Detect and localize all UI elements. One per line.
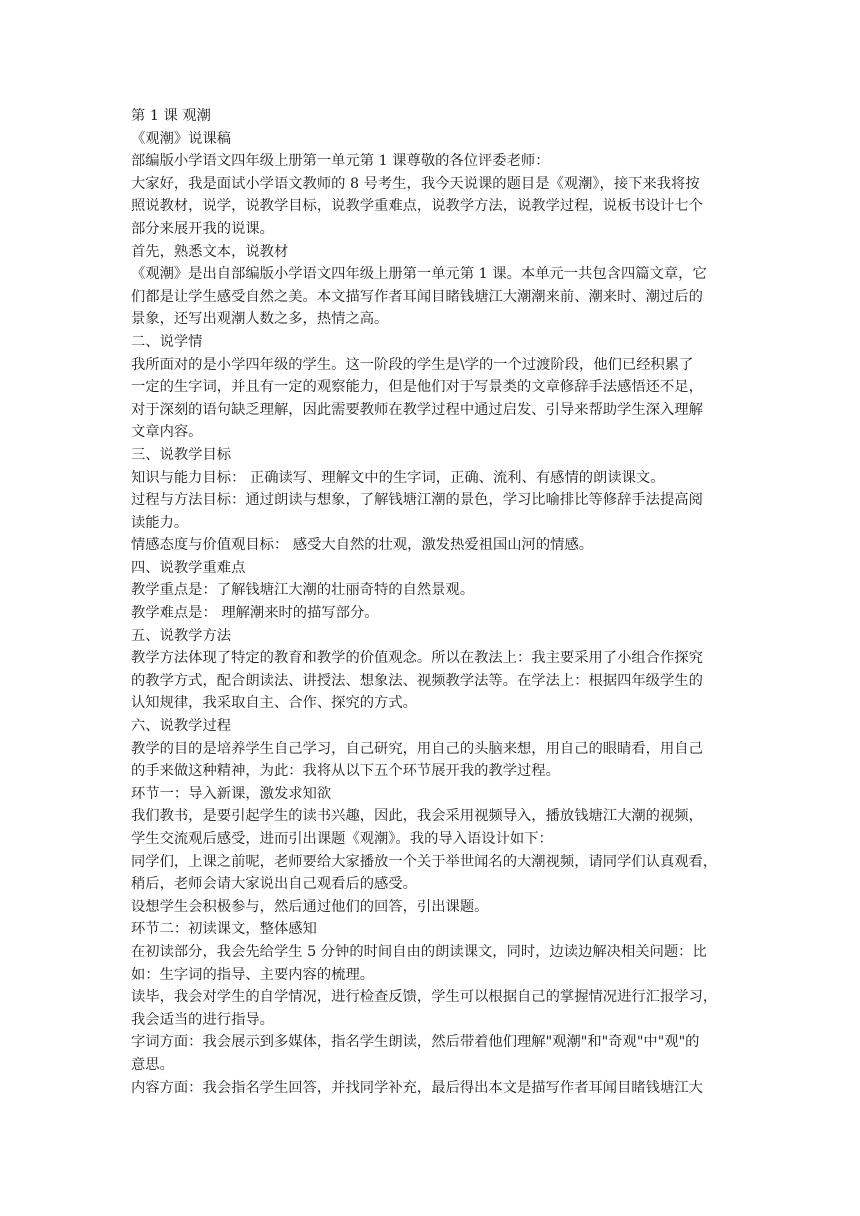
text-line: 大家好，我是面试小学语文教师的 8 号考生，我今天说课的题目是《观潮》，接下来我将按 — [131, 175, 700, 192]
text-line: 同学们，上课之前呢，老师要给大家播放一个关于举世闻名的大潮视频，请同学们认真观看， — [131, 853, 718, 870]
text-line: 在初读部分，我会先给学生 5 分钟的时间自由的朗读课文，同时，边读边解决相关问题：比 — [131, 943, 707, 960]
text-line: 读能力。 — [131, 514, 189, 531]
text-line: 我所面对的是小学四年级的学生。这一阶段的学生是\学的一个过渡阶段，他们已经积累了 — [131, 356, 694, 373]
text-line: 我会适当的进行指导。 — [131, 1011, 274, 1028]
text-line: 教学重点是：了解钱塘江大潮的壮丽奇特的自然景观。 — [131, 582, 475, 599]
text-line: 教学难点是： 理解潮来时的描写部分。 — [131, 605, 379, 622]
text-line: 《观潮》是出自部编版小学语文四年级上册第一单元第 1 课。本单元一共包含四篇文章，它 — [131, 266, 707, 283]
text-line: 的手来做这种精神，为此：我将从以下五个环节展开我的教学过程。 — [131, 763, 560, 780]
text-line: 意思。 — [131, 1056, 174, 1073]
document-title: 《观潮》说课稿 — [131, 130, 232, 147]
text-line: 设想学生会积极参与，然后通过他们的回答，引出课题。 — [131, 898, 489, 915]
text-line: 景象，还写出观潮人数之多，热情之高。 — [131, 311, 389, 328]
text-line: 文章内容。 — [131, 424, 203, 441]
text-line: 教学的目的是培养学生自己学习，自己研究，用自己的头脑来想，用自己的眼睛看，用自己 — [131, 740, 703, 757]
text-line: 三、说教学目标 — [131, 446, 232, 463]
text-line: 部编版小学语文四年级上册第一单元第 1 课尊敬的各位评委老师： — [131, 153, 550, 170]
text-line: 教学方法体现了特定的教育和教学的价值观念。所以在教法上：我主要采用了小组合作探究 — [131, 650, 703, 667]
text-line: 五、说教学方法 — [131, 627, 232, 644]
text-line: 知识与能力目标： 正确读写、理解文中的生字词，正确、流利、有感情的朗读课文。 — [131, 469, 665, 486]
text-line: 首先，熟悉文本，说教材 — [131, 243, 289, 260]
text-line: 情感态度与价值观目标： 感受大自然的壮观，激发热爱祖国山河的情感。 — [131, 537, 594, 554]
text-line: 一定的生字词，并且有一定的观察能力，但是他们对于写景类的文章修辞手法感悟还不足， — [131, 379, 703, 396]
document-body — [131, 105, 731, 1099]
text-line: 学生交流观后感受，进而引出课题《观潮》。我的导入语设计如下： — [131, 831, 553, 847]
text-line: 我们教书，是要引起学生的读书兴趣，因此，我会采用视频导入，播放钱塘江大潮的视频， — [131, 808, 703, 825]
text-line: 对于深刻的语句缺乏理解，因此需要教师在教学过程中通过启发、引导来帮助学生深入理解 — [131, 401, 703, 418]
text-line: 的教学方式，配合朗读法、讲授法、想象法、视频教学法等。在学法上：根据四年级学生的 — [131, 672, 703, 689]
text-line: 二、说学情 — [131, 333, 203, 350]
text-line: 稍后，老师会请大家说出自己观看后的感受。 — [131, 876, 417, 893]
text-line: 六、说教学过程 — [131, 718, 232, 735]
text-line: 过程与方法目标：通过朗读与想象，了解钱塘江潮的景色，学习比喻排比等修辞手法提高阅 — [131, 492, 703, 509]
text-line: 四、说教学重难点 — [131, 559, 246, 576]
text-line: 环节一：导入新课，激发求知欲 — [131, 785, 332, 802]
text-line: 部分来展开我的说课。 — [131, 220, 274, 237]
text-line: 内容方面：我会指名学生回答，并找同学补充，最后得出本文是描写作者耳闻目睹钱塘江大 — [131, 1079, 703, 1096]
text-line: 如：生字词的指导、主要内容的梳理。 — [131, 966, 375, 983]
text-line: 认知规律，我采取自主、合作、探究的方式。 — [131, 695, 417, 712]
text-line: 环节二：初读课文，整体感知 — [131, 921, 317, 938]
text-line: 字词方面：我会展示到多媒体，指名学生朗读，然后带着他们理解"观潮"和"奇观"中"观"的 — [131, 1034, 700, 1051]
text-line: 们都是让学生感受自然之美。本文描写作者耳闻目睹钱塘江大潮潮来前、潮来时、潮过后的 — [131, 288, 703, 305]
lesson-title: 第 1 课 观潮 — [131, 108, 211, 124]
text-line: 照说教材，说学，说教学目标，说教学重难点，说教学方法，说教学过程，说板书设计七个 — [131, 198, 703, 215]
text-line: 读毕，我会对学生的自学情况，进行检查反馈，学生可以根据自己的掌握情况进行汇报学习， — [131, 989, 718, 1006]
